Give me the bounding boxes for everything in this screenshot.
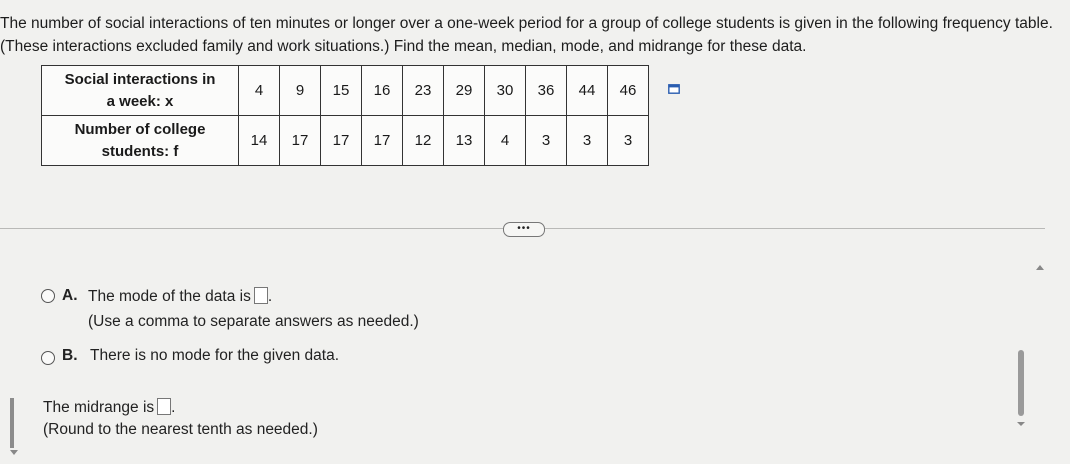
midrange-line: The midrange is . bbox=[43, 399, 176, 416]
midrange-hint: (Round to the nearest tenth as needed.) bbox=[43, 421, 318, 438]
f-value-cell: 3 bbox=[567, 116, 608, 166]
scrollbar-thumb[interactable] bbox=[1018, 350, 1024, 416]
option-a-radio[interactable] bbox=[41, 289, 55, 303]
x-value-cell: 36 bbox=[526, 66, 567, 116]
option-b-letter: B. bbox=[62, 347, 78, 364]
option-b-radio[interactable] bbox=[41, 351, 55, 365]
more-button[interactable]: ••• bbox=[503, 222, 545, 237]
left-scroll-down-arrow-icon[interactable] bbox=[10, 450, 18, 455]
f-value-cell: 12 bbox=[403, 116, 444, 166]
x-value-cell: 44 bbox=[567, 66, 608, 116]
row-header-x-line1: Social interactions in bbox=[64, 70, 216, 88]
table-row-f bbox=[42, 116, 649, 166]
x-value-cell: 9 bbox=[280, 66, 321, 116]
row-header-x bbox=[42, 66, 239, 116]
x-value-cell: 4 bbox=[239, 66, 280, 116]
f-value-cell: 14 bbox=[239, 116, 280, 166]
table-row-x bbox=[42, 66, 649, 116]
row-header-x-line2: a week: x bbox=[106, 92, 174, 110]
scroll-down-arrow-icon[interactable] bbox=[1017, 422, 1025, 426]
f-value-cell: 13 bbox=[444, 116, 485, 166]
option-a-text: The mode of the data is . bbox=[88, 288, 273, 305]
x-value-cell: 30 bbox=[485, 66, 526, 116]
row-header-f-line1: Number of college bbox=[74, 120, 206, 138]
f-value-cell: 4 bbox=[485, 116, 526, 166]
f-value-cell: 3 bbox=[526, 116, 567, 166]
x-value-cell: 23 bbox=[403, 66, 444, 116]
row-header-f bbox=[42, 116, 239, 166]
scroll-up-arrow-icon[interactable] bbox=[1036, 265, 1044, 270]
x-value-cell: 15 bbox=[321, 66, 362, 116]
question-text: The number of social interactions of ten minutes or longer over a one-week period for a group of college students is given in the following frequency table. (These interactions excluded family and work situations.) Find the mean, median, mode, and midrange for these data. bbox=[0, 15, 1053, 55]
row-header-f-line2: students: f bbox=[101, 142, 179, 160]
x-value-cell: 46 bbox=[608, 66, 649, 116]
left-scrollbar-thumb[interactable] bbox=[10, 398, 14, 448]
f-value-cell: 17 bbox=[362, 116, 403, 166]
x-value-cell: 29 bbox=[444, 66, 485, 116]
frequency-table bbox=[41, 65, 649, 166]
copy-table-icon[interactable] bbox=[668, 84, 680, 94]
midrange-answer-box[interactable] bbox=[157, 398, 171, 415]
midrange-label: The midrange is bbox=[43, 399, 155, 416]
f-value-cell: 17 bbox=[280, 116, 321, 166]
option-a-letter: A. bbox=[62, 287, 78, 304]
f-value-cell: 3 bbox=[608, 116, 649, 166]
f-value-cell: 17 bbox=[321, 116, 362, 166]
x-value-cell: 16 bbox=[362, 66, 403, 116]
mode-answer-box[interactable] bbox=[254, 287, 268, 304]
option-a-hint: (Use a comma to separate answers as needed.) bbox=[88, 313, 419, 330]
option-a-label: The mode of the data is bbox=[88, 288, 251, 305]
option-b-text: There is no mode for the given data. bbox=[90, 347, 340, 364]
